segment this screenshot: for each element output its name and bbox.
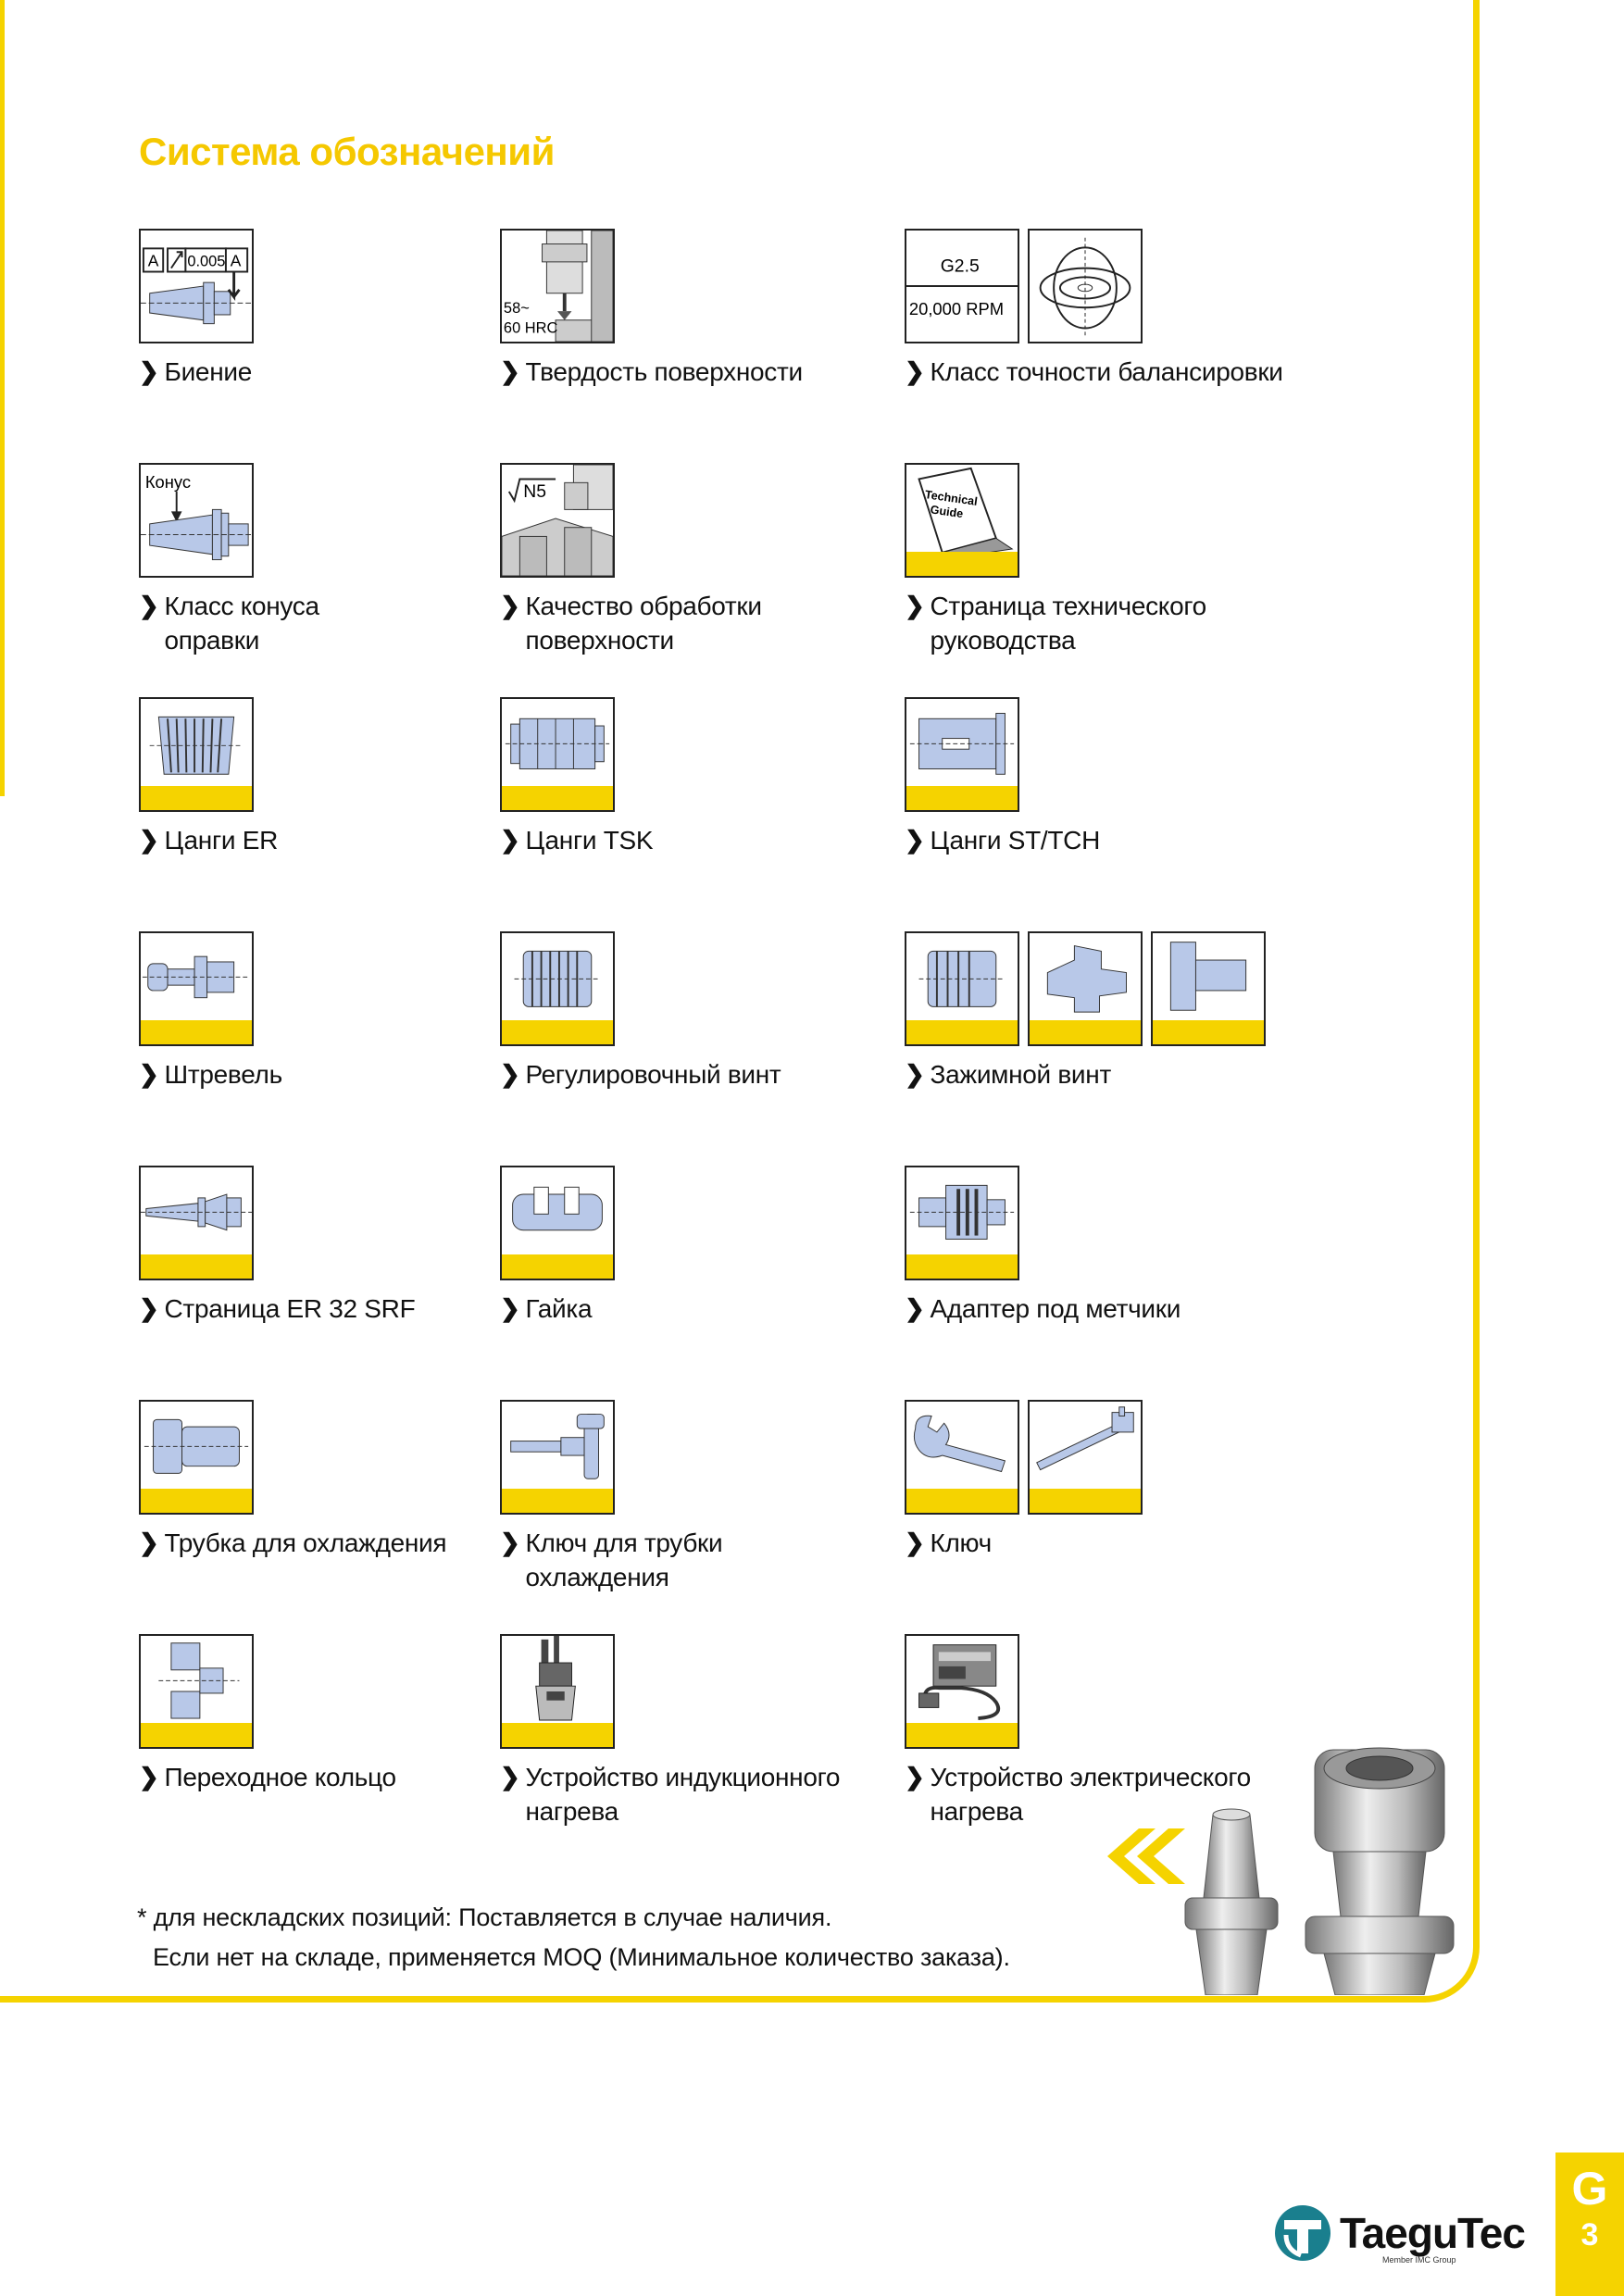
arrow-icon: ❯ [905,1529,925,1556]
taegutec-logo [1273,2203,1525,2263]
frame-right-border [1473,0,1480,1944]
arrow-icon: ❯ [905,1294,925,1322]
legend-item-nut [500,1166,852,1326]
clamp-screw-t-icon [1151,931,1266,1046]
runout-datum-a2: A [230,251,242,270]
electric-heater-icon [905,1634,1019,1749]
legend-label: Биение [164,357,252,386]
wrench-icon [905,1400,1019,1515]
adapter-ring-icon [139,1634,254,1749]
arrow-icon: ❯ [500,826,520,854]
section-tab [1555,2152,1624,2296]
clamp-screw-icon [905,931,1019,1046]
technical-guide-icon [905,463,1019,578]
arrow-icon: ❯ [139,1763,159,1791]
balance-gyro-icon [1028,229,1143,343]
logo-wordmark: TaeguTec [1340,2209,1525,2257]
legend-label: Ключ [930,1529,992,1557]
frame-bottom-border [0,1996,1426,2003]
clamp-screw-cross-icon [1028,931,1143,1046]
legend-item-adjusting-screw [500,931,852,1092]
page-title: Система обозначений [139,130,555,173]
frame-left-border [0,0,5,796]
arrow-icon: ❯ [500,1294,520,1322]
legend-item-tap-adapter [905,1166,1256,1326]
arrow-icon: ❯ [500,357,520,385]
arrow-icon: ❯ [139,1060,159,1088]
legend-item-coolant-tube [139,1400,491,1560]
surface-finish-icon [500,463,615,578]
legend-label: Страница технического руководства [930,592,1206,655]
legend-item-tsk-collet [500,697,852,857]
legend-label: Цанги TSK [525,826,654,855]
arrow-icon: ❯ [139,1294,159,1322]
taegutec-logo-mark-icon [1273,2203,1332,2263]
hardness-text-1: 58~ [503,300,530,318]
section-letter: G [1571,2163,1608,2215]
arrow-icon: ❯ [139,1529,159,1556]
legend-item-balance [905,229,1386,389]
footnote [137,1898,1010,1978]
arrow-icon: ❯ [905,592,925,619]
legend-label: Качество обработки поверхности [525,592,762,655]
surface-finish-text: N5 [523,480,546,502]
adjusting-screw-icon [500,931,615,1046]
legend-label: Страница ER 32 SRF [164,1294,416,1323]
arrow-icon: ❯ [500,592,520,619]
balance-grade: G2.5 [940,256,980,277]
arrow-icon: ❯ [500,1060,520,1088]
arrow-icon: ❯ [139,826,159,854]
legend-label: Зажимной винт [930,1060,1111,1089]
page-number: 3 [1580,2217,1599,2252]
runout-value: 0.005 [187,253,226,270]
legend-item-surface-finish [500,463,852,657]
legend-label: Ключ для трубки охлаждения [525,1529,723,1591]
pin-wrench-icon [1028,1400,1143,1515]
footnote-line-2: Если нет на складе, применяется MOQ (Минимальное количество заказа). [153,1943,1010,1971]
balance-class-icon [905,229,1019,343]
legend-label: Гайка [525,1294,593,1323]
er-collet-icon [139,697,254,812]
legend-item-tube-key [500,1400,852,1594]
nut-icon [500,1166,615,1280]
footnote-line-1: * для нескладских позиций: Поставляется в случае наличия. [137,1903,832,1931]
legend-label: Устройство электрического нагрева [930,1763,1251,1826]
legend-item-taper [139,463,491,657]
legend-item-adapter-ring [139,1634,491,1794]
arrow-icon: ❯ [905,826,925,854]
legend-item-hardness [500,229,852,389]
er32-srf-icon [139,1166,254,1280]
legend-item-wrench [905,1400,1256,1560]
induction-heater-icon [500,1634,615,1749]
arrow-icon: ❯ [905,357,925,385]
arrow-icon: ❯ [500,1763,520,1791]
legend-item-technical-guide [905,463,1321,657]
legend-item-er32-srf [139,1166,491,1326]
arrow-icon: ❯ [905,1763,925,1791]
coolant-tube-icon [139,1400,254,1515]
legend-label: Переходное кольцо [164,1763,396,1791]
hardness-icon [500,229,615,343]
pull-stud-icon [139,931,254,1046]
tool-holder-photo [1176,1741,1463,1995]
legend-item-induction-heater [500,1634,889,1828]
guide-text-2: Guide [929,503,965,521]
runout-icon [139,229,254,343]
legend-label: Штревель [164,1060,282,1089]
tsk-collet-icon [500,697,615,812]
legend-label: Цанги ST/TCH [930,826,1100,855]
taper-text: Конус [144,472,192,493]
legend-label: Цанги ER [164,826,278,855]
arrow-icon: ❯ [139,357,159,385]
logo-subtitle: Member IMC Group [1382,2255,1456,2265]
legend-item-st-tch-collet [905,697,1256,857]
taper-icon [139,463,254,578]
tube-key-icon [500,1400,615,1515]
arrow-icon: ❯ [905,1060,925,1088]
legend-label: Класс точности балансировки [930,357,1283,386]
legend-label: Твердость поверхности [525,357,803,386]
tap-adapter-icon [905,1166,1019,1280]
runout-datum-a: A [147,251,159,270]
st-tch-collet-icon [905,697,1019,812]
balance-rpm: 20,000 RPM [908,298,1005,318]
legend-item-runout [139,229,491,389]
legend-item-clamp-screw [905,931,1321,1092]
legend-label: Регулировочный винт [525,1060,781,1089]
legend-label: Класс конуса оправки [164,592,319,655]
legend-label: Адаптер под метчики [930,1294,1181,1323]
guide-text-1: Technical [924,488,979,508]
legend-label: Трубка для охлаждения [164,1529,447,1557]
arrow-icon: ❯ [500,1529,520,1556]
double-chevron-left-icon [1102,1828,1185,1889]
hardness-text-2: 60 HRC [503,319,558,337]
legend-label: Устройство индукционного нагрева [525,1763,841,1826]
legend-item-pull-stud [139,931,491,1092]
arrow-icon: ❯ [139,592,159,619]
legend-item-er-collet [139,697,491,857]
